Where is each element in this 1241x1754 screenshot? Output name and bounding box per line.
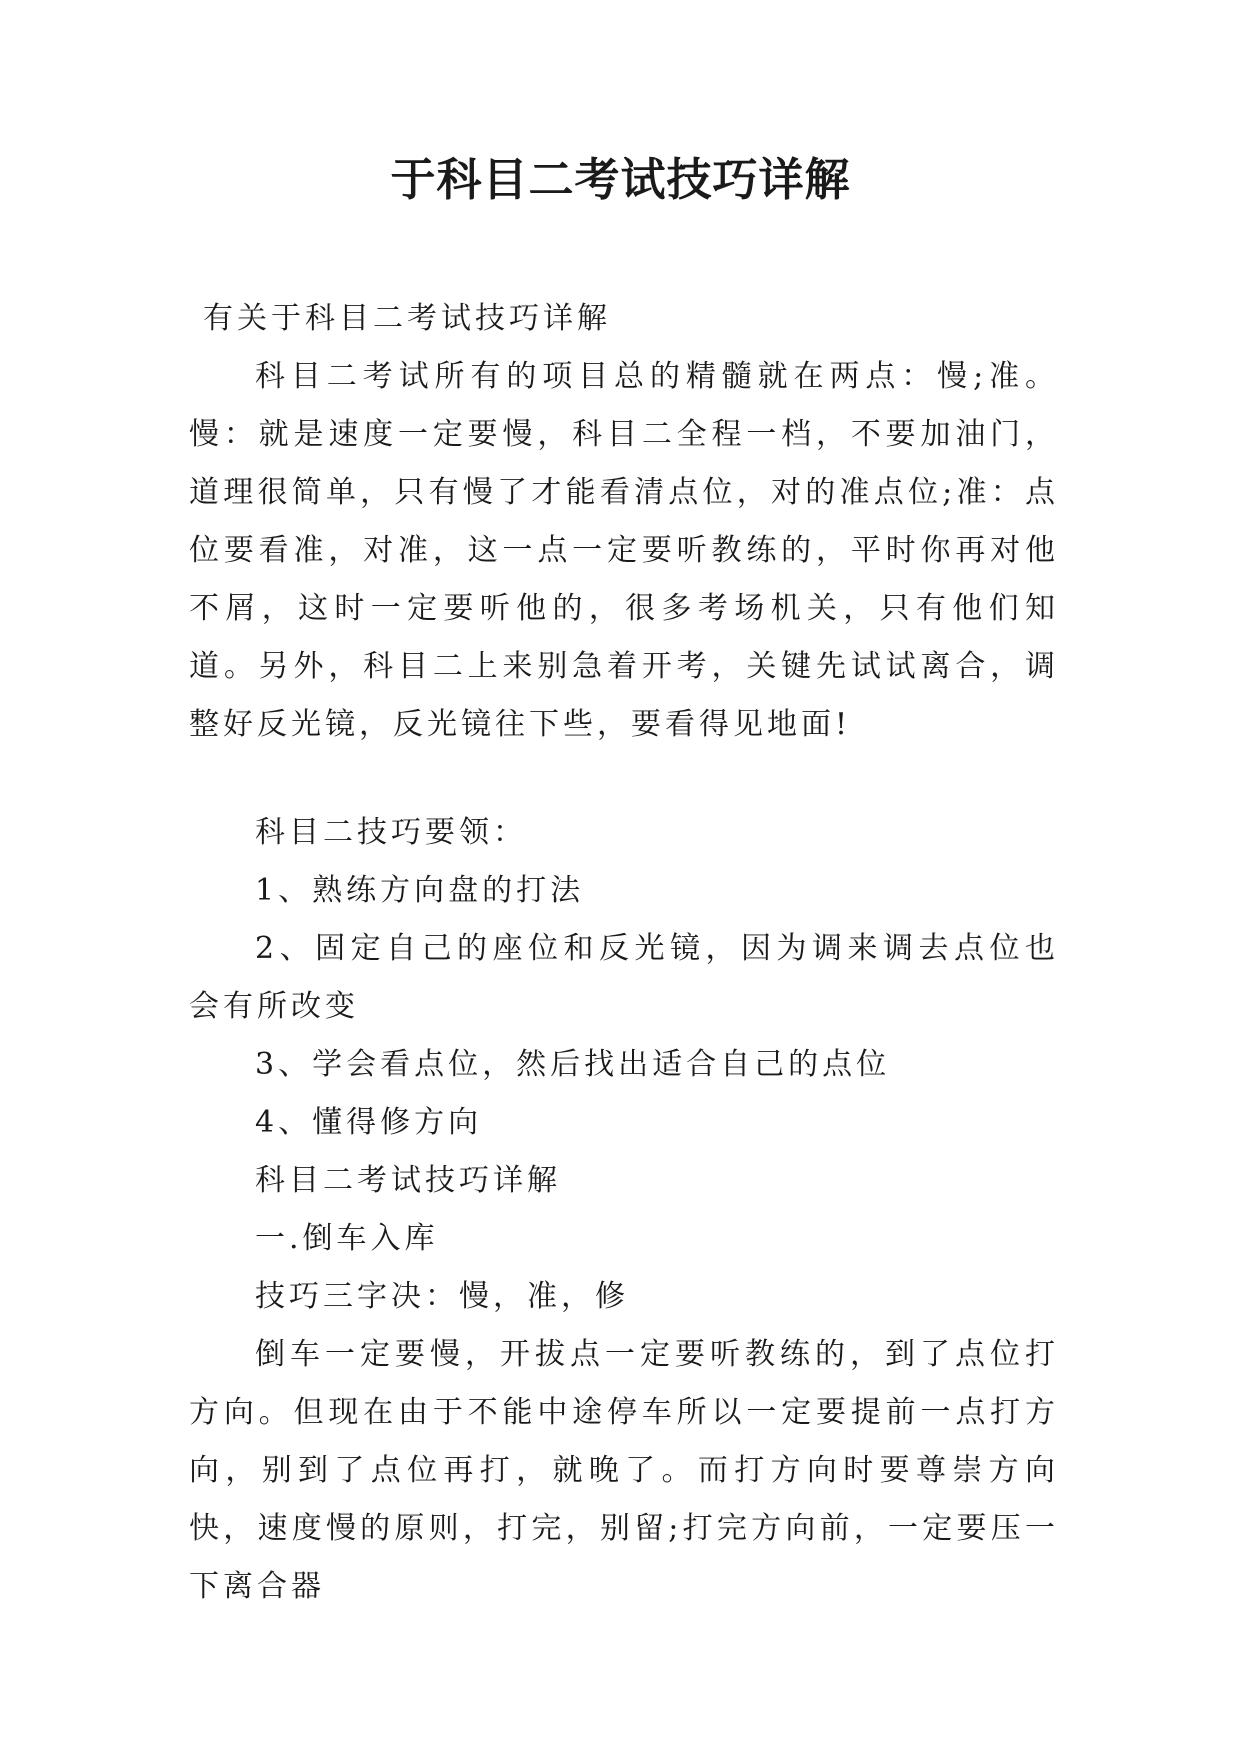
intro-paragraph: 科目二考试所有的项目总的精髓就在两点：慢;准。慢：就是速度一定要慢，科目二全程一档，不要加油门，道理很简单，只有慢了才能看清点位，对的准点位;准：点位要看准，对准，这一点一定要听教练的，平时你再对他不屑，这时一定要听他的，很多考场机关，只有他们知道。另外，科目二上来别急着开考，关键先试试离合，调整好反光镜，反光镜往下些，要看得见地面! bbox=[189, 359, 1059, 742]
tip-item-3: 3、学会看点位，然后找出适合自己的点位 bbox=[255, 1047, 891, 1082]
document-body bbox=[189, 290, 1059, 1616]
tip-item-1: 1、熟练方向盘的打法 bbox=[255, 873, 585, 908]
section-gap bbox=[189, 754, 1059, 804]
section-1-title: 一.倒车入库 bbox=[255, 1221, 439, 1256]
mnemonic-line: 技巧三字决：慢，准，修 bbox=[255, 1279, 629, 1314]
tip-item-4: 4、懂得修方向 bbox=[255, 1105, 483, 1140]
section-heading: 科目二考试技巧详解 bbox=[255, 1163, 561, 1198]
document-subtitle: 有关于科目二考试技巧详解 bbox=[203, 301, 611, 336]
reverse-parking-paragraph: 倒车一定要慢，开拔点一定要听教练的，到了点位打方向。但现在由于不能中途停车所以一定要提前一点打方向，别到了点位再打，就晚了。而打方向时要尊崇方向快，速度慢的原则，打完，别留;打完方向前，一定要压一下离合器 bbox=[189, 1337, 1059, 1604]
tip-item-2: 2、固定自己的座位和反光镜，因为调来调去点位也会有所改变 bbox=[189, 931, 1059, 1024]
document-title: 于科目二考试技巧详解 bbox=[390, 153, 851, 206]
tips-heading: 科目二技巧要领： bbox=[255, 815, 527, 850]
